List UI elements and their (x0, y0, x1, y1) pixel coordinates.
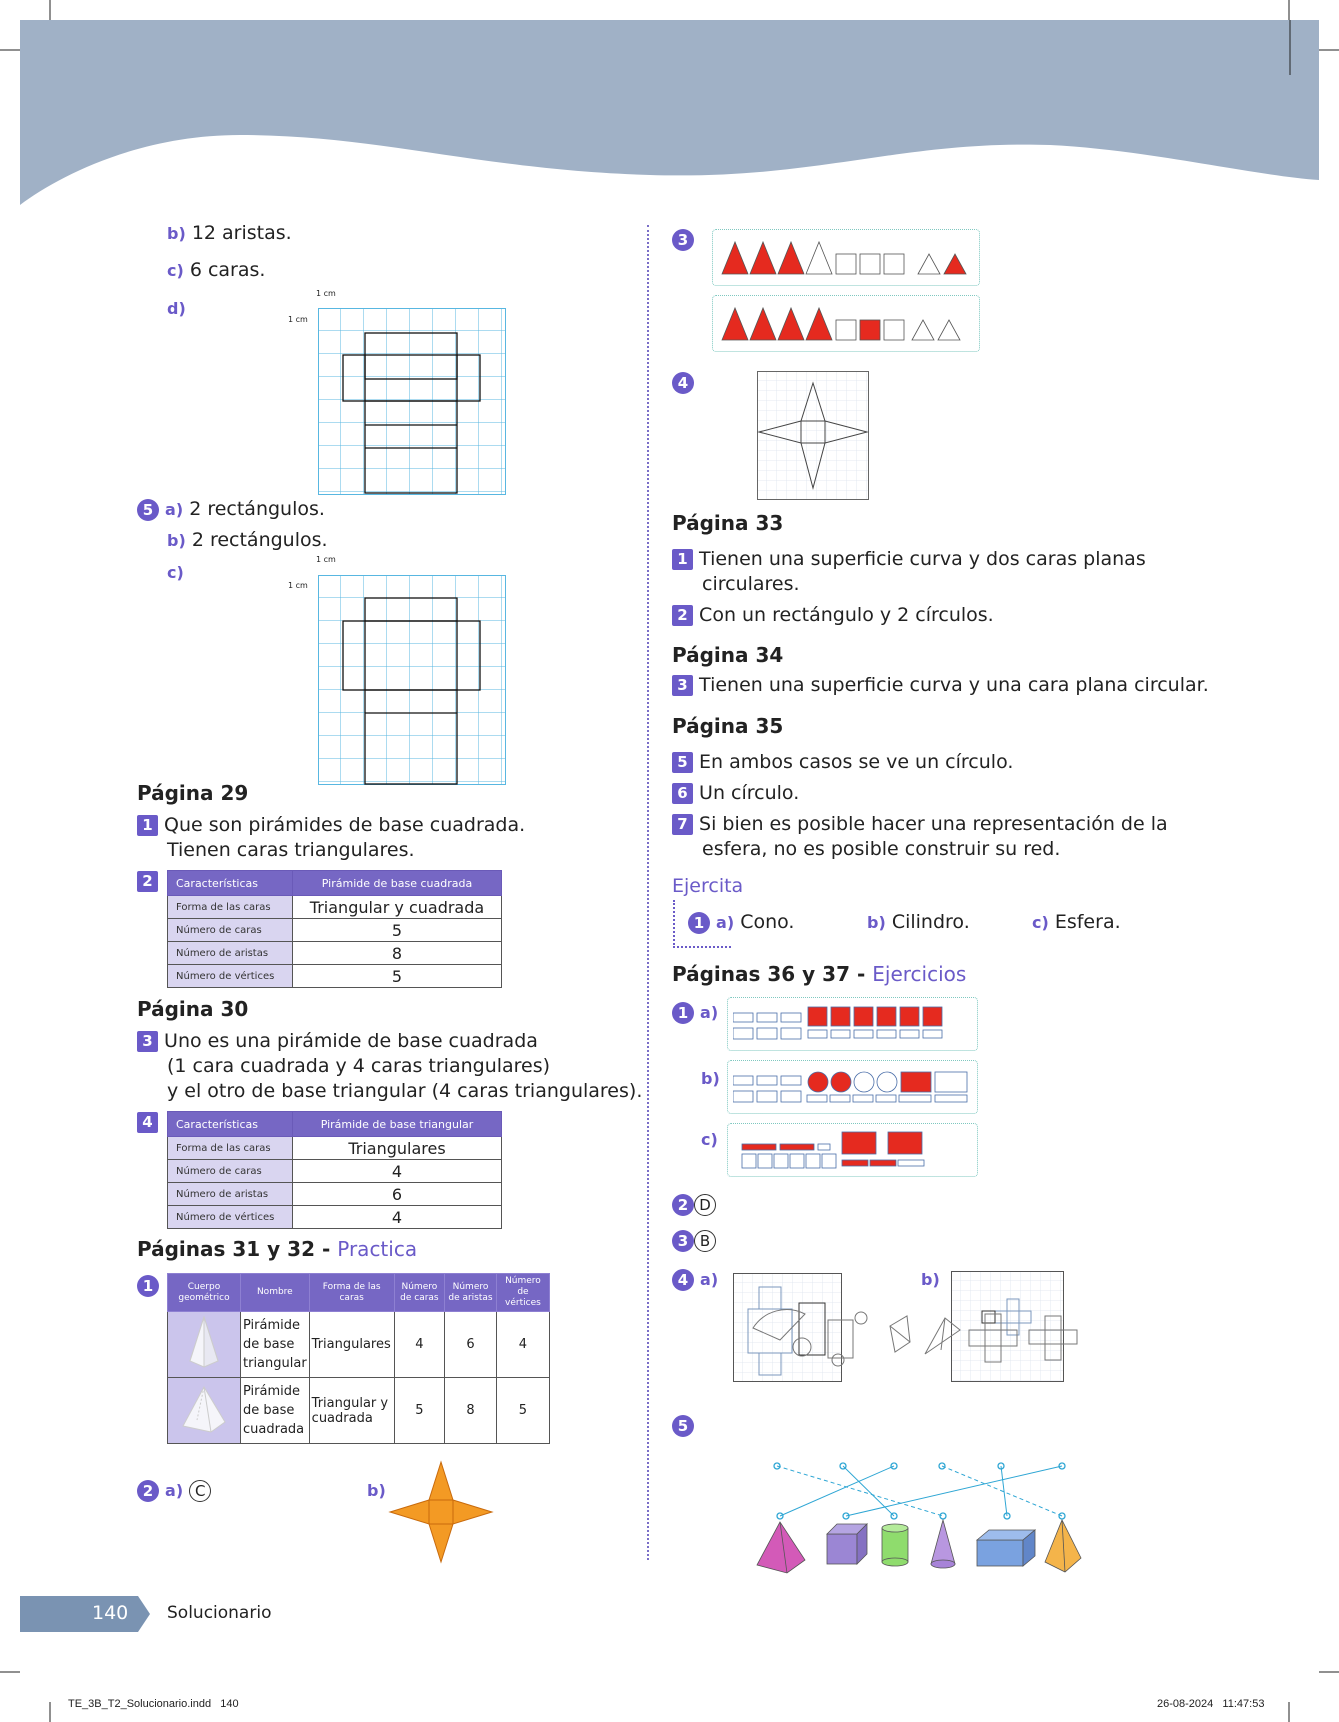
timestamp: 26-08-2024 11:47:53 (1157, 1698, 1265, 1710)
heading-pagina-34: Página 34 (672, 643, 784, 667)
p29-q1-line2: Tienen caras triangulares. (167, 839, 415, 861)
p31-q2-b-label: b) (367, 1481, 386, 1500)
p35-q7-line2: esfera, no es posible construir su red. (702, 838, 1061, 860)
heading-pagina-33: Página 33 (672, 511, 784, 535)
p31-header: Forma de las caras (309, 1274, 394, 1312)
p30-q3-line2: (1 cara cuadrada y 4 caras triangulares) (167, 1055, 551, 1077)
p36-q4-a: 4 a) (672, 1267, 718, 1292)
footer-page-tab (20, 1596, 150, 1632)
p31-forma: Triangulares (309, 1312, 394, 1378)
p30-value: 4 (293, 1160, 502, 1183)
heading-pagina-35: Página 35 (672, 714, 784, 738)
item5-b: b) 2 rectángulos. (167, 529, 328, 551)
p31-forma: Triangular y cuadrada (309, 1378, 394, 1444)
p31-q2-a: 2 a) C (137, 1478, 211, 1503)
footer-section: Solucionario (167, 1603, 272, 1623)
triangular-pyramid-image (168, 1312, 241, 1378)
p29-key: Número de aristas (168, 942, 293, 965)
p36-q2: 2 D (672, 1192, 716, 1217)
p35-q6: 6 Un círculo. (672, 781, 799, 806)
item4-c: c) 6 caras. (167, 259, 266, 281)
p30-key: Forma de las caras (168, 1137, 293, 1160)
p31-vertices: 5 (496, 1378, 549, 1444)
ejercita-q1: 1 a) Cono. (688, 910, 794, 935)
pattern-row-1 (720, 238, 975, 276)
heading-pagina-30: Página 30 (137, 997, 249, 1021)
p31-table (167, 1273, 550, 1444)
p33-q2: 2 Con un rectángulo y 2 círculos. (672, 603, 994, 628)
pattern-row-2 (720, 304, 975, 342)
p31-header: Cuerpo geométrico (168, 1274, 241, 1312)
p31-header: Número de aristas (445, 1274, 497, 1312)
p31-header: Número de vértices (496, 1274, 549, 1312)
p29-key: Forma de las caras (168, 896, 293, 919)
orange-star-net (388, 1460, 494, 1564)
grid2-unit-top-label: 1 cm (316, 555, 336, 564)
p30-value: 6 (293, 1183, 502, 1206)
p36-q3: 3 B (672, 1228, 716, 1253)
p31-aristas: 6 (445, 1312, 497, 1378)
heading-ejercita: Ejercita (672, 875, 744, 897)
p34-q3: 3 Tienen una superficie curva y una cara plana circular. (672, 673, 1209, 698)
p36-q1-a: 1 a) (672, 1000, 718, 1025)
item5-a: 5 a) 2 rectángulos. (137, 497, 325, 522)
p30-value: Triangulares (293, 1137, 502, 1160)
p36-q4-b-label: b) (921, 1270, 940, 1289)
star-net-grid (757, 371, 870, 501)
item4-b: b) 12 aristas. (167, 222, 292, 244)
nets-to-solids-matching (745, 1290, 1090, 1575)
p29-q2-num: 2 (137, 869, 158, 894)
item5-c: c) (167, 563, 184, 582)
p29-q1: 1 Que son pirámides de base cuadrada. (137, 813, 525, 838)
p30-key: Número de caras (168, 1160, 293, 1183)
p29-value: 5 (293, 965, 502, 988)
p30-key: Número de vértices (168, 1206, 293, 1229)
p31-q1-num: 1 (137, 1273, 159, 1298)
p35-q7: 7 Si bien es posible hacer una representación de la (672, 812, 1168, 837)
grid-unit-top-label: 1 cm (316, 289, 336, 298)
p30-key: Número de aristas (168, 1183, 293, 1206)
grid-unit-side-label: 1 cm (288, 315, 308, 324)
p31-vertices: 4 (496, 1312, 549, 1378)
square-pyramid-image (168, 1378, 241, 1444)
p30-q4-num: 4 (137, 1110, 158, 1135)
r-q3-num: 3 (672, 227, 694, 252)
p33-q1-line2: circulares. (702, 573, 800, 595)
p31-name: Pirámide de base triangular (241, 1312, 310, 1378)
p31-caras: 4 (394, 1312, 444, 1378)
p31-header: Nombre (241, 1274, 310, 1312)
p36-pattern-b (733, 1068, 973, 1104)
p29-table-header: Pirámide de base cuadrada (293, 871, 502, 896)
p29-key: Número de vértices (168, 965, 293, 988)
item4-d: d) (167, 299, 186, 318)
p30-table-header: Características (168, 1112, 293, 1137)
p31-caras: 5 (394, 1378, 444, 1444)
p29-value: 8 (293, 942, 502, 965)
p36-q1-c: c) (701, 1130, 718, 1149)
p35-q5: 5 En ambos casos se ve un círculo. (672, 750, 1013, 775)
p29-value: Triangular y cuadrada (293, 896, 502, 919)
grid2-unit-side-label: 1 cm (288, 581, 308, 590)
prism-net-grid-2 (318, 575, 508, 787)
column-divider (647, 225, 649, 1560)
p30-q3: 3 Uno es una pirámide de base cuadrada (137, 1029, 538, 1054)
p31-aristas: 8 (445, 1378, 497, 1444)
p30-table-header: Pirámide de base triangular (293, 1112, 502, 1137)
p33-q1: 1 Tienen una superficie curva y dos caras planas (672, 547, 1146, 572)
p36-q1-b: b) (701, 1069, 720, 1088)
file-info: TE_3B_T2_Solucionario.indd 140 (68, 1698, 239, 1710)
cube-net-grid-1 (318, 308, 508, 498)
p36-pattern-a (733, 1005, 973, 1041)
p30-q3-line3: y el otro de base triangular (4 caras triangulares). (167, 1080, 643, 1102)
ejercita-c: c) Esfera. (1032, 911, 1121, 933)
p30-table (167, 1111, 502, 1229)
page-number: 140 (92, 1602, 129, 1624)
r-q4-num: 4 (672, 370, 694, 395)
p29-table (167, 870, 502, 988)
heading-pagina-29: Página 29 (137, 781, 249, 805)
p29-table-header: Características (168, 871, 293, 896)
p29-value: 5 (293, 919, 502, 942)
p31-name: Pirámide de base cuadrada (241, 1378, 310, 1444)
p36-q5-num: 5 (672, 1413, 694, 1438)
heading-paginas-36-37: Páginas 36 y 37 - Ejercicios (672, 962, 967, 986)
p31-header: Número de caras (394, 1274, 444, 1312)
heading-paginas-31-32: Páginas 31 y 32 - Practica (137, 1237, 418, 1261)
p36-pattern-c (740, 1130, 970, 1170)
ejercita-b: b) Cilindro. (867, 911, 970, 933)
p29-key: Número de caras (168, 919, 293, 942)
p30-value: 4 (293, 1206, 502, 1229)
